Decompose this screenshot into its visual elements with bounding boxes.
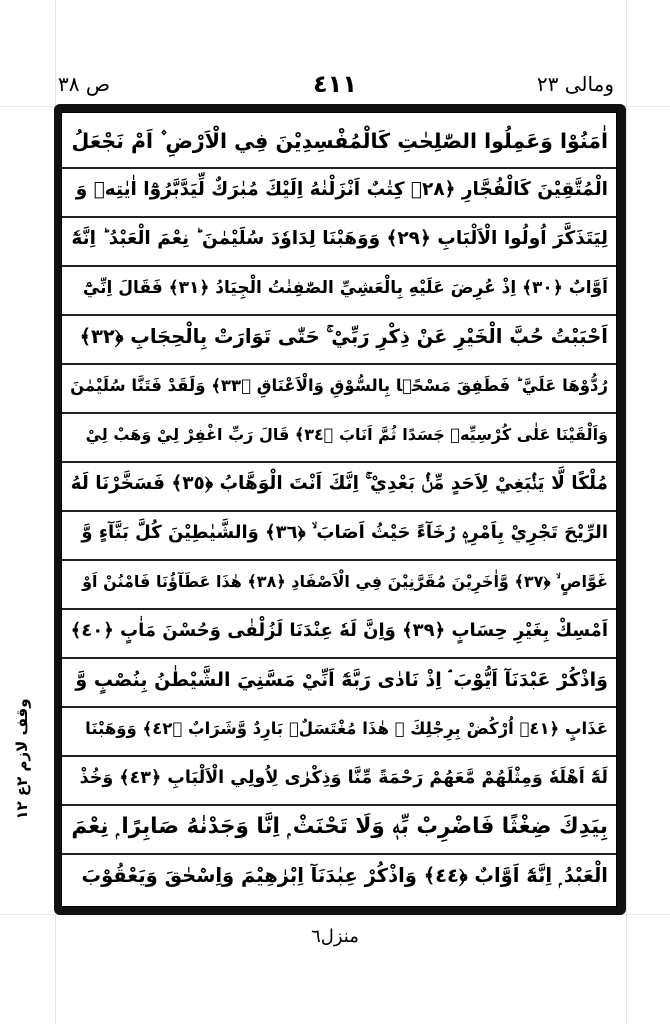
text-line-12: وَاذْكُرْ عَبْدَنَآ اَيُّوْبَ ۘ اِذْ نَادٰى رَبَّهٗٓ اَنِّيْ مَسَّنِيَ الشَّيْطٰنُ بِنُصْبٍ وَّ <box>75 669 608 691</box>
text-line-4: اَوَّابٌ ﴿٣٠﴾ اِذْ عُرِضَ عَلَيْهِ بِالْعَشِيِّ الصّٰفِنٰتُ الْجِيَادُ ﴿٣١﴾ فَقَالَ اِنِّيْٓ <box>82 278 608 298</box>
para-label: ومالی ٢٣ <box>536 72 614 96</box>
waqf-margin-text: وقف لازم ۲ع ۱۲ <box>13 698 31 820</box>
text-line-8: مُلْكًا لَّا يَنْۢبَغِيْ لِاَحَدٍ مِّنْۢ بَعْدِيْ ۚ اِنَّكَ اَنْتَ الْوَهَّابُ ﴿٣٥﴾ فَسَخَّرْنَا لَهُ <box>70 473 608 494</box>
text-line-1: اٰمَنُوْا وَعَمِلُوا الصّٰلِحٰتِ كَالْمُفْسِدِيْنَ فِي الْاَرْضِ ۫ اَمْ نَجْعَلُ <box>71 129 608 153</box>
text-line-13: عَذَابٍ ﴿٤١﴾ اُرْكُضْ بِرِجْلِكَ ۚ هٰذَا مُغْتَسَلٌۢ بَارِدٌ وَّشَرَابٌ ﴿٤٢﴾ وَوَهَبْنَا <box>85 719 608 738</box>
text-line-16: الْعَبْدُ ۭ اِنَّهٗٓ اَوَّابٌ ﴿٤٤﴾ وَاذْكُرْ عِبٰدَنَآ اِبْرٰهِيْمَ وَاِسْحٰقَ وَيَعْقُوْبَ <box>81 864 608 887</box>
page-header <box>0 70 670 100</box>
text-line-11: اَمْسِكْ بِغَيْرِ حِسَابٍ ﴿٣٩﴾ وَاِنَّ لَهٗ عِنْدَنَا لَزُلْفٰى وَحُسْنَ مَاٰبٍ ﴿٤٠﴾ <box>70 620 608 641</box>
text-line-5: اَحْبَبْتُ حُبَّ الْخَيْرِ عَنْ ذِكْرِ رَبِّيْ ۚ حَتّٰى تَوَارَتْ بِالْحِجَابِ ﴿٣٢﴾ <box>79 325 608 348</box>
text-line-6: رُدُّوْهَا عَلَيَّ ؕ فَطَفِقَ مَسْحًۢا بِالسُّوْقِ وَالْاَعْنَاقِ ﴿٣٣﴾ وَلَقَدْ فَتَنَّا سُلَيْمٰنَ <box>70 376 608 395</box>
text-line-14: لَهٗٓ اَهْلَهٗ وَمِثْلَهُمْ مَّعَهُمْ رَحْمَةً مِّنَّا وَذِكْرٰى لِاُولِي الْاَلْبَابِ ﴿٤٣﴾ وَخُذْ <box>79 768 608 788</box>
surah-label: ص ٣٨ <box>58 72 111 96</box>
text-line-3: لِيَتَذَكَّرَ اُولُوا الْاَلْبَابِ ﴿٢٩﴾ وَوَهَبْنَا لِدَاوٗدَ سُلَيْمٰنَ ؕ نِعْمَ الْعَبْدُ ؕ اِنَّهٗٓ <box>71 228 608 249</box>
text-line-9: الرِّيْحَ تَجْرِيْ بِاَمْرِهٖ رُخَآءً حَيْثُ اَصَابَ ۙ ﴿٣٦﴾ وَالشَّيٰطِيْنَ كُلَّ بَنَّآءٍ وَّ <box>81 522 608 543</box>
waqf-margin-note <box>10 700 34 820</box>
text-line-15: بِيَدِكَ ضِغْثًا فَاضْرِبْ بِّهٖ وَلَا تَحْنَثْ ۭ اِنَّا وَجَدْنٰهُ صَابِرًا ۭ نِعْمَ <box>71 814 608 839</box>
page-number: ٤١١ <box>313 70 357 98</box>
text-line-2: الْمُتَّقِيْنَ كَالْفُجَّارِ ﴿٢٨﴾ كِتٰبٌ اَنْزَلْنٰهُ اِلَيْكَ مُبٰرَكٌ لِّيَدَّبَّرُوْٓا اٰيٰتِهٖ وَ <box>75 179 608 200</box>
text-panel <box>61 112 617 907</box>
text-line-7: وَاَلْقَيْنَا عَلٰى كُرْسِيِّهٖ جَسَدًا ثُمَّ اَنَابَ ﴿٣٤﴾ قَالَ رَبِّ اغْفِرْ لِيْ وَهَبْ لِيْ <box>85 425 608 444</box>
page-guide-right <box>626 0 627 1024</box>
text-line-10: غَوَّاصٍ ۙ ﴿٣٧﴾ وَّاٰخَرِيْنَ مُقَرَّنِيْنَ فِي الْاَصْفَادِ ﴿٣٨﴾ هٰذَا عَطَآؤُنَا فَامْنُنْ اَوْ <box>82 572 608 591</box>
manzil-footer: منزل٦ <box>311 926 359 947</box>
